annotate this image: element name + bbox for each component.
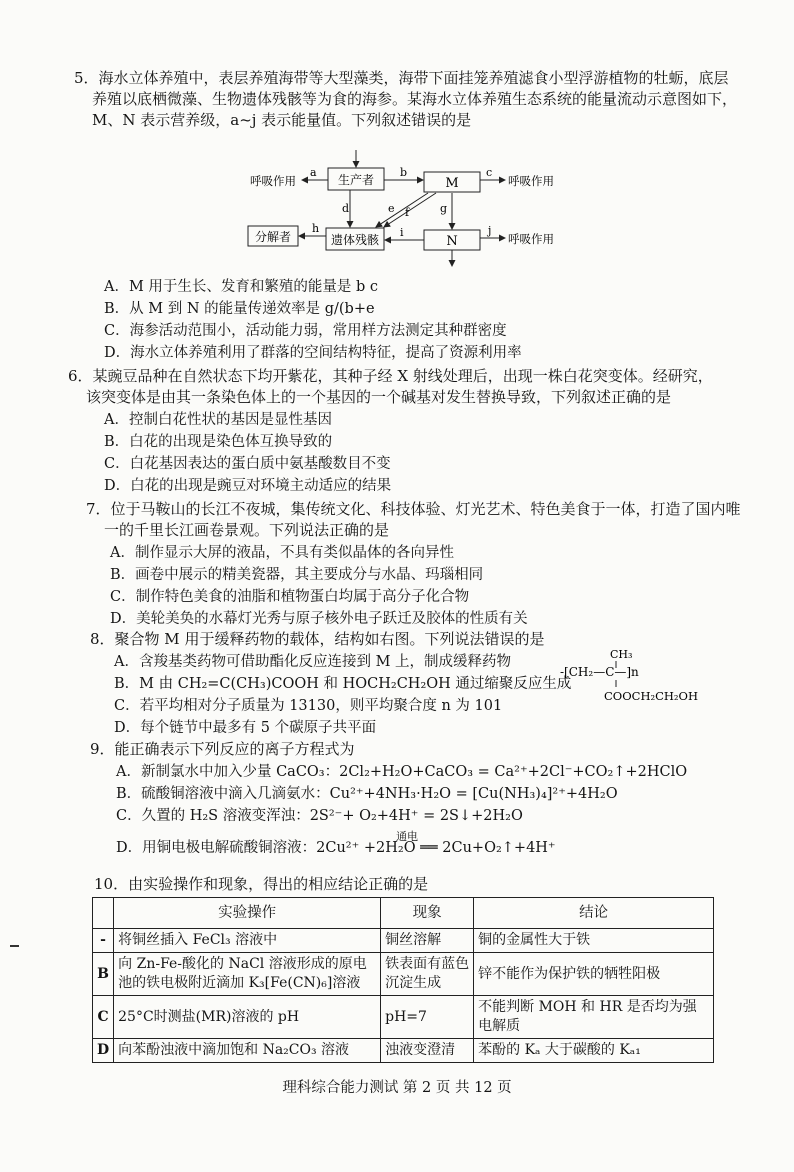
q6-option-b: B．白花的出现是染色体互换导致的 — [104, 434, 333, 450]
q7-option-d: D．美轮美奂的水幕灯光秀与原子核外电子跃迁及胶体的性质有关 — [110, 611, 528, 627]
q8-option-d: D．每个链节中最多有 5 个碳原子共平面 — [114, 720, 377, 736]
q5-option-d: D．海水立体养殖利用了群落的空间结构特征，提高了资源利用率 — [104, 345, 522, 361]
question-6 — [68, 366, 758, 408]
table-header-index — [93, 898, 114, 929]
n-label: N — [446, 234, 458, 249]
page-footer: 理科综合能力测试 第 2 页 共 12 页 — [282, 1080, 512, 1096]
q7-option-a: A．制作显示大屏的液晶，不具有类似晶体的各向异性 — [110, 545, 454, 561]
resp-right-top-label: 呼吸作用 — [508, 174, 554, 188]
label-j: j — [488, 224, 492, 237]
q5-option-a: A．M 用于生长、发育和繁殖的能量是 b c — [104, 279, 379, 295]
label-g: g — [440, 202, 448, 215]
experiment-table — [92, 897, 714, 1063]
q6-stem-line2: 该突变体是由其一条染色体上的一个基因的一个碱基对发生替换导致，下列叙述正确的是 — [86, 388, 672, 406]
table-row — [93, 929, 714, 953]
row-a-index: - — [93, 929, 114, 953]
q5-stem-line3: M、N 表示营养级，a~j 表示能量值。下列叙述错误的是 — [92, 111, 472, 129]
resp-right-bottom-label: 呼吸作用 — [508, 232, 554, 246]
decomposer-label: 分解者 — [254, 230, 292, 244]
q5-stem-line2: 养殖以底栖微藻、生物遗体残骸等为食的海参。某海水立体养殖生态系统的能量流动示意图如下， — [92, 90, 738, 108]
m-label: M — [445, 176, 459, 191]
q6-option-a: A．控制白花性状的基因是显性基因 — [104, 412, 332, 428]
table-header-conclusion: 结论 — [474, 898, 714, 929]
question-10 — [94, 874, 694, 895]
q7-stem-line2: 一的千里长江画卷景观。下列说法正确的是 — [104, 521, 390, 539]
table-header-operation: 实验操作 — [114, 898, 381, 929]
q5-option-b: B．从 M 到 N 的能量传递效率是 g/(b+e — [104, 301, 375, 317]
label-d: d — [342, 202, 350, 215]
q10-stem: 10．由实验操作和现象，得出的相应结论正确的是 — [94, 875, 429, 893]
label-c: c — [486, 166, 493, 179]
electrolysis-label: 通电 — [396, 830, 418, 843]
table-row — [93, 953, 714, 996]
q6-option-d: D．白花的出现是豌豆对环境主动适应的结果 — [104, 478, 392, 494]
q6-stem-line1: 6．某豌豆品种在自然状态下均开紫花，其种子经 X 射线处理后，出现一株白花突变体。经研究， — [68, 367, 713, 385]
row-d-index: D — [93, 1039, 114, 1063]
row-b-conclusion: 锌不能作为保护铁的牺牲阳极 — [474, 953, 714, 996]
question-7 — [86, 499, 766, 541]
question-5 — [74, 68, 754, 131]
q5-option-c: C．海参活动范围小，活动能力弱，常用样方法测定其种群密度 — [104, 323, 507, 339]
q7-option-b: B．画卷中展示的精美瓷器，其主要成分与水晶、玛瑙相同 — [110, 567, 484, 583]
q9-option-b: B．硫酸铜溶液中滴入几滴氨水：Cu²⁺+4NH₃·H₂O = [Cu(NH₃)₄]²⁺+4H₂O — [116, 786, 618, 802]
table-row — [93, 1039, 714, 1063]
row-b-index: B — [93, 953, 114, 996]
row-b-operation: 向 Zn-Fe-酸化的 NaCl 溶液形成的原电池的铁电极附近滴加 K₃[Fe(CN)₆]溶液 — [114, 953, 381, 996]
row-a-phenomenon: 铜丝溶解 — [381, 929, 474, 953]
q7-option-c: C．制作特色美食的油脂和植物蛋白均属于高分子化合物 — [110, 589, 470, 605]
q6-option-c: C．白花基因表达的蛋白质中氨基酸数目不变 — [104, 456, 391, 472]
structure-methyl: CH₃ — [610, 648, 633, 661]
q8-stem: 8．聚合物 M 用于缓释药物的载体，结构如右图。下列说法错误的是 — [90, 630, 545, 648]
energy-flow-diagram — [240, 150, 570, 270]
table-header-row — [93, 898, 714, 929]
row-d-conclusion: 苯酚的 Kₐ 大于碳酸的 Kₐ₁ — [474, 1039, 714, 1063]
structure-chain: -[CH₂—C—]n — [560, 665, 639, 679]
row-c-conclusion: 不能判断 MOH 和 HR 是否均为强电解质 — [474, 996, 714, 1039]
q8-option-a: A．含羧基类药物可借助酯化反应连接到 M 上，制成缓释药物 — [114, 654, 512, 670]
q8-option-c: C．若平均相对分子质量为 13130，则平均聚合度 n 为 101 — [114, 698, 503, 714]
row-c-phenomenon: pH=7 — [381, 996, 474, 1039]
q8-option-b: B．M 由 CH₂=C(CH₃)COOH 和 HOCH₂CH₂OH 通过缩聚反应生成 — [114, 676, 572, 692]
label-a: a — [310, 166, 317, 179]
label-i: i — [400, 226, 404, 239]
row-a-conclusion: 铜的金属性大于铁 — [474, 929, 714, 953]
q9-option-a: A．新制氯水中加入少量 CaCO₃：2Cl₂+H₂O+CaCO₃ = Ca²⁺+2Cl⁻+CO₂↑+2HClO — [116, 764, 688, 780]
label-h: h — [312, 222, 320, 235]
row-c-operation: 25°C时测盐(MR)溶液的 pH — [114, 996, 381, 1039]
q9-stem: 9．能正确表示下列反应的离子方程式为 — [90, 740, 355, 758]
resp-left-label: 呼吸作用 — [250, 174, 296, 188]
label-b: b — [400, 166, 408, 179]
q5-stem-line1: 5．海水立体养殖中，表层养殖海带等大型藻类，海带下面挂笼养殖滤食小型浮游植物的牡蛎，底层 — [74, 69, 729, 87]
structure-ester: COOCH₂CH₂OH — [604, 689, 698, 703]
row-d-phenomenon: 浊液变澄清 — [381, 1039, 474, 1063]
question-8 — [90, 629, 690, 650]
table-header-phenomenon: 现象 — [381, 898, 474, 929]
q9-option-c: C．久置的 H₂S 溶液变浑浊：2S²⁻+ O₂+4H⁺ = 2S↓+2H₂O — [116, 808, 523, 824]
producer-label: 生产者 — [337, 173, 375, 187]
table-row — [93, 996, 714, 1039]
row-c-index: C — [93, 996, 114, 1039]
question-9 — [90, 739, 690, 760]
margin-mark — [10, 945, 19, 947]
q7-stem-line1: 7．位于马鞍山的长江不夜城，集传统文化、科技体验、灯光艺术、特色美食于一体，打造了国内唯 — [86, 500, 741, 518]
q9-option-d: D．用铜电极电解硫酸铜溶液：2Cu²⁺ +2H₂O ══ 2Cu+O₂↑+4H⁺ — [116, 840, 556, 856]
row-a-operation: 将铜丝插入 FeCl₃ 溶液中 — [114, 929, 381, 953]
polymer-structure — [560, 648, 720, 708]
label-f: f — [405, 206, 410, 219]
row-b-phenomenon: 铁表面有蓝色沉淀生成 — [381, 953, 474, 996]
label-e: e — [388, 202, 395, 215]
remains-label: 遗体残骸 — [330, 233, 380, 247]
row-d-operation: 向苯酚浊液中滴加饱和 Na₂CO₃ 溶液 — [114, 1039, 381, 1063]
